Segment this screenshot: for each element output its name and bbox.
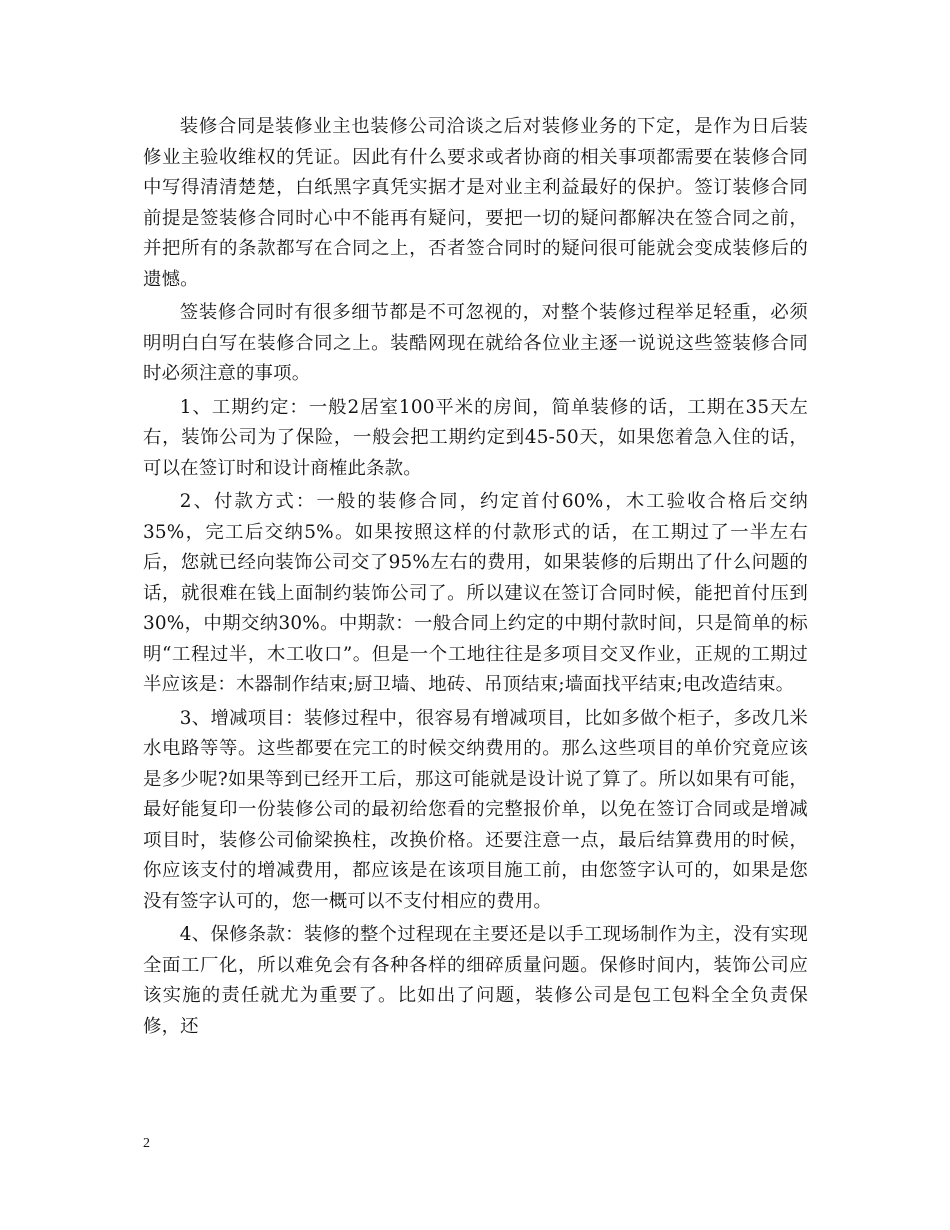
paragraph-details: 签装修合同时有很多细节都是不可忽视的，对整个装修过程举足轻重，必须明明白白写在装修合同之上。装酷网现在就给各位业主逐一说说这些签装修合同时必须注意的事项。 <box>143 302 808 384</box>
paragraph-extra-items: 3、增减项目：装修过程中，很容易有增减项目，比如多做个柜子，多改几米水电路等等。这些都要在完工的时候交纳费用的。那么这些项目的单价究竟应该是多少呢?如果等到已经开工后，那这可能就是设计说了算了。所以如果有可能，最好能复印一份装修公司的最初给您看的完整报价单，以免在签订合同或是增减项目时，装修公司偷梁换柱，改换价格。还要注意一点，最后结算费用的时候，你应该支付的增减费用，都应该是在该项目施工前，由您签字认可的，如果是您没有签字认可的，您一概可以不支付相应的费用。 <box>143 707 808 912</box>
document-body <box>143 112 808 1042</box>
paragraph-payment: 2、付款方式：一般的装修合同，约定首付60%，木工验收合格后交纳35%，完工后交纳5%。如果按照这样的付款形式的话，在工期过了一半左右后，您就已经向装饰公司交了95%左右的费用，如果装修的后期出了什么问题的话，就很难在钱上面制约装饰公司了。所以建议在签订合同时候，能把首付压到30%，中期交纳30%。中期款：一般合同上约定的中期付款时间，只是简单的标明“工程过半，木工收口”。但是一个工地往往是多项目交叉作业，正规的工期过半应该是：木器制作结束;厨卫墙、地砖、吊顶结束;墙面找平结束;电改造结束。 <box>143 491 808 695</box>
paragraph-schedule: 1、工期约定：一般2居室100平米的房间，简单装修的话，工期在35天左右，装饰公司为了保险，一般会把工期约定到45-50天，如果您着急入住的话，可以在签订时和设计商榷此条款。 <box>143 396 808 479</box>
page-number: 2 <box>143 1136 150 1151</box>
paragraph-intro: 装修合同是装修业主也装修公司洽谈之后对装修业务的下定，是作为日后装修业主验收维权的凭证。因此有什么要求或者协商的相关事项都需要在装修合同中写得清清楚楚，白纸黑字真凭实据才是对业主利益最好的保护。签订装修合同前提是签装修合同时心中不能再有疑问，要把一切的疑问都解决在签合同之前，并把所有的条款都写在合同之上，否者签合同时的疑问很可能就会变成装修后的遗憾。 <box>143 116 808 290</box>
paragraph-warranty: 4、保修条款：装修的整个过程现在主要还是以手工现场制作为主，没有实现全面工厂化，所以难免会有各种各样的细碎质量问题。保修时间内，装饰公司应该实施的责任就尤为重要了。比如出了问题，装修公司是包工包料全全负责保修，还 <box>143 924 808 1037</box>
